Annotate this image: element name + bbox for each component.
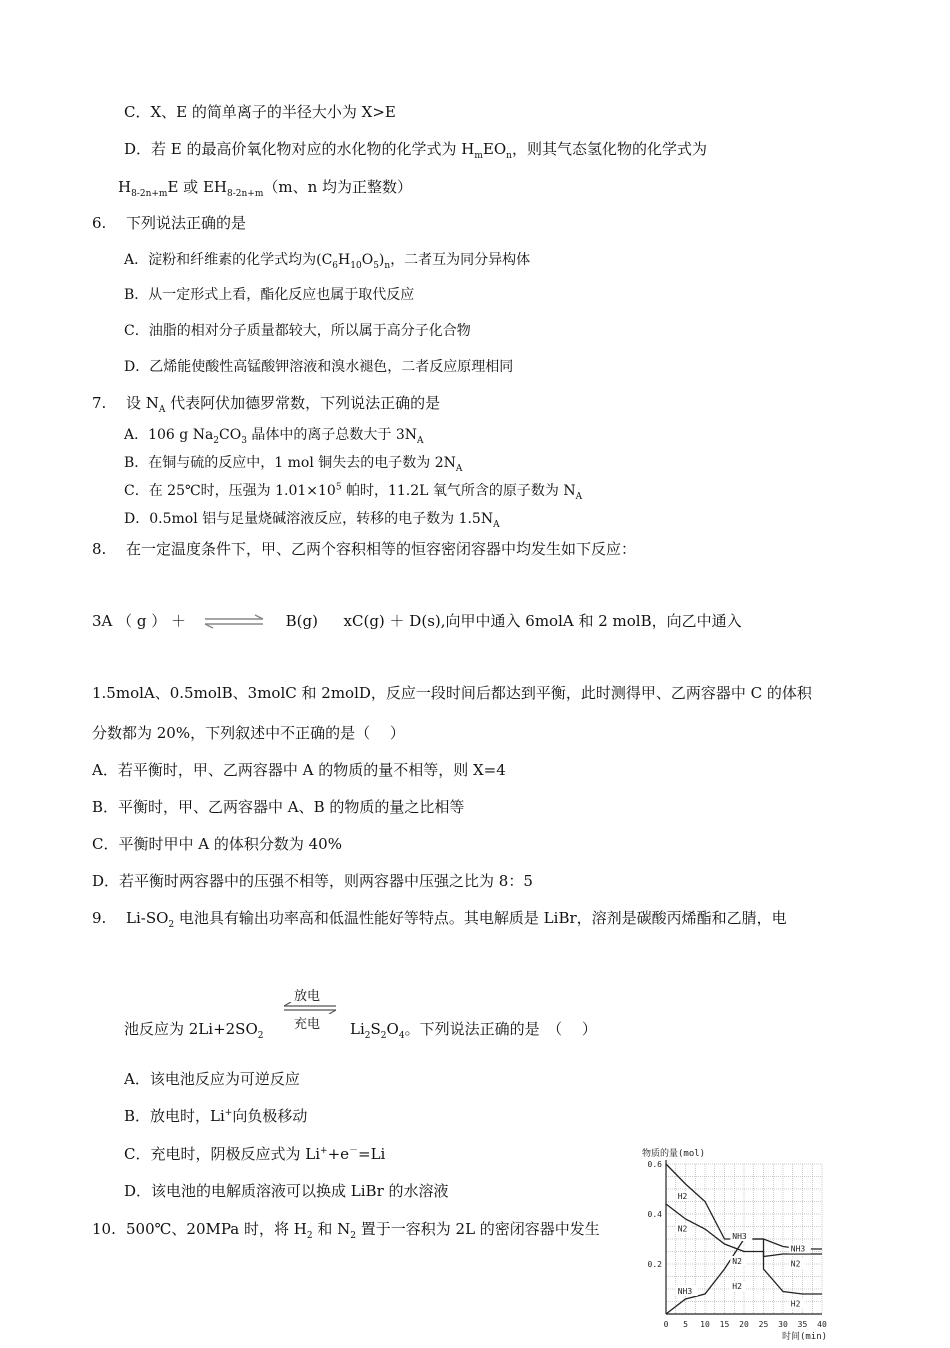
text-run: H — [338, 252, 351, 268]
x-tick-label: 15 — [719, 1320, 730, 1329]
question-number: 7. — [92, 394, 107, 412]
subscript: A — [493, 519, 500, 530]
charge-label: 充电 — [294, 1017, 321, 1032]
subscript: 2 — [364, 1031, 371, 1041]
q6-option-a — [124, 250, 530, 270]
q9-option-b — [124, 1106, 307, 1126]
x-tick-label: 10 — [700, 1320, 710, 1329]
x-tick-label: 40 — [817, 1320, 827, 1329]
q8-line3 — [92, 723, 405, 743]
q8-line2 — [92, 683, 812, 703]
series-label: N2 — [677, 1224, 688, 1234]
subscript: A — [455, 463, 463, 474]
q9-option-a — [124, 1069, 300, 1089]
q8-stem — [92, 539, 636, 559]
option-text: A．若平衡时，甲、乙两容器中 A 的物质的量不相等，则 X=4 — [92, 761, 506, 779]
text-run: 池反应为 2Li+2SO — [124, 1020, 258, 1038]
y-axis-label: 物质的量(mol) — [642, 1149, 706, 1159]
text-run: O — [386, 1020, 399, 1038]
text-run: O — [361, 252, 374, 268]
equilibrium-arrow-icon — [201, 612, 271, 632]
text-run: E 或 EH — [167, 178, 227, 196]
text-run: ，则其气态氢化物的化学式为 — [511, 140, 707, 158]
q6-option-d — [124, 357, 513, 377]
q8-equation — [92, 611, 742, 632]
question-text: 分数都为 20%，下列叙述中不正确的是（ ） — [92, 724, 405, 742]
text-run: 代表阿伏加德罗常数，下列说法正确的是 — [165, 394, 441, 412]
discharge-label: 放电 — [294, 989, 321, 1004]
subscript: 10 — [350, 260, 362, 271]
text-run: D．0.5mol 铝与足量烧碱溶液反应，转移的电子数为 1.5N — [124, 511, 494, 527]
subscript: 2 — [168, 920, 175, 930]
q5-option-d — [124, 139, 707, 159]
text-run: ) — [378, 252, 385, 268]
q7-option-a — [124, 425, 424, 445]
option-text: B．平衡时，甲、乙两容器中 A、B 的物质的量之比相等 — [92, 798, 465, 816]
text-run: C．充电时，阴极反应式为 Li — [124, 1145, 321, 1163]
subscript: 5 — [373, 260, 379, 271]
q6-option-b — [124, 285, 414, 305]
x-tick-label: 30 — [778, 1320, 788, 1329]
q7-stem — [92, 393, 440, 413]
text-run: B(g) — [285, 612, 318, 630]
x-tick-label: 5 — [683, 1320, 688, 1329]
q9-option-c — [124, 1144, 385, 1164]
text-run: S — [370, 1020, 381, 1038]
text-run: 电池具有输出功率高和低温性能好等特点。其电解质是 LiBr，溶剂是碳酸丙烯酯和乙腈，电 — [174, 909, 787, 927]
subscript: m — [474, 151, 483, 161]
q8-option-c — [92, 834, 342, 854]
text-run: H — [118, 178, 132, 196]
subscript: A — [575, 491, 583, 502]
q8-option-d — [92, 871, 533, 891]
y-tick-label: 0.2 — [647, 1260, 662, 1269]
option-text: D．若平衡时两容器中的压强不相等，则两容器中压强之比为 8：5 — [92, 872, 533, 890]
subscript: A — [158, 405, 166, 415]
text-run: Li-SO — [126, 909, 169, 927]
text-run: 帕时，11.2L 氧气所含的原子数为 N — [341, 483, 576, 499]
q6-stem — [92, 213, 246, 233]
text-run: C．在 25℃时，压强为 1.01×10 — [124, 483, 336, 499]
option-text: D．该电池的电解质溶液可以换成 LiBr 的水溶液 — [124, 1182, 449, 1200]
question-number: 9. — [92, 909, 107, 927]
question-text: 1.5molA、0.5molB、3molC 和 2molD，反应一段时间后都达到平衡，此时测得甲、乙两容器中 C 的体积 — [92, 684, 812, 702]
y-tick-label: 0.4 — [647, 1210, 662, 1219]
text-run: 500℃、20MPa 时，将 H — [126, 1220, 307, 1238]
x-tick-label: 35 — [797, 1320, 808, 1329]
text-run: 和 N — [312, 1220, 351, 1238]
text-run: 3A （ g ） ＋ — [92, 612, 187, 630]
q7-option-d — [124, 509, 500, 529]
q7-option-b — [124, 453, 462, 473]
q9-reaction — [124, 1019, 264, 1039]
subscript: 4 — [398, 1031, 405, 1041]
q8-option-a — [92, 760, 506, 780]
y-tick-label: 0.6 — [647, 1160, 662, 1169]
text-run: 置于一容积为 2L 的密闭容器中发生 — [355, 1220, 600, 1238]
text-run: EO — [482, 140, 507, 158]
option-text: A．该电池反应为可逆反应 — [124, 1070, 300, 1088]
option-text: D．乙烯能使酸性高锰酸钾溶液和溴水褪色，二者反应原理相同 — [124, 359, 514, 375]
q7-option-c — [124, 481, 582, 501]
text-run: ，二者互为同分异构体 — [390, 252, 531, 268]
discharge-charge-arrow — [282, 985, 346, 1031]
q5-option-c-text: C．X、E 的简单离子的半径大小为 X>E — [124, 103, 396, 121]
option-text: C．平衡时甲中 A 的体积分数为 40% — [92, 835, 342, 853]
text-run: =Li — [358, 1145, 386, 1163]
chart-svg — [636, 1148, 836, 1344]
text-run: 设 N — [126, 394, 159, 412]
subscript: 8-2n+m — [131, 189, 168, 199]
text-run: Li — [350, 1020, 365, 1038]
subscript: 2 — [257, 1031, 264, 1041]
question-number: 8. — [92, 540, 107, 558]
text-run: A．106 g Na — [124, 427, 214, 443]
subscript: 2 — [350, 1231, 356, 1241]
text-run: 向负极移动 — [232, 1107, 308, 1125]
subscript: A — [417, 435, 424, 446]
q5-option-c — [124, 102, 396, 122]
q5-option-d-cont — [118, 177, 412, 197]
question-number: 6. — [92, 214, 107, 232]
text-run: +e — [327, 1145, 350, 1163]
question-text: 在一定温度条件下，甲、乙两个容积相等的恒容密闭容器中均发生如下反应： — [126, 540, 637, 558]
subscript: n — [384, 260, 391, 271]
x-tick-label: 0 — [663, 1320, 669, 1329]
q10-stem — [92, 1219, 600, 1239]
series-label: NH3 — [790, 1244, 806, 1254]
series-label: NH3 — [732, 1232, 747, 1241]
series-label: N2 — [732, 1257, 742, 1266]
subscript: 8-2n+m — [227, 189, 264, 199]
subscript: 3 — [241, 435, 247, 446]
superscript: 5 — [335, 482, 342, 493]
series-label: H2 — [677, 1192, 688, 1201]
superscript: － — [349, 1146, 359, 1156]
q8-option-b — [92, 797, 464, 817]
text-run: （m、n 均为正整数） — [263, 178, 413, 196]
subscript: 6 — [332, 260, 339, 271]
superscript: + — [320, 1146, 328, 1156]
series-label: H2 — [790, 1299, 801, 1309]
text-run: A．淀粉和纤维素的化学式均为(C — [124, 252, 333, 268]
text-run: 。下列说法正确的是 （ ） — [404, 1020, 597, 1038]
x-tick-label: 25 — [758, 1320, 769, 1329]
series-label: H2 — [732, 1282, 742, 1291]
q6-option-c — [124, 321, 471, 341]
text-run: D．若 E 的最高价氧化物对应的水化物的化学式为 H — [124, 140, 475, 158]
amount-time-chart — [636, 1148, 836, 1344]
series-label: N2 — [790, 1259, 801, 1269]
text-run: CO — [219, 427, 242, 443]
text-run: xC(g) ＋ D(s),向甲中通入 6molA 和 2 molB，向乙中通入 — [343, 612, 742, 630]
text-run: 晶体中的离子总数大于 3N — [246, 427, 418, 443]
option-text: C．油脂的相对分子质量都较大，所以属于高分子化合物 — [124, 323, 471, 339]
q9-reaction-product — [350, 1019, 597, 1039]
x-axis-label: 时间(min) — [781, 1332, 828, 1342]
subscript: 2 — [306, 1231, 313, 1241]
series-label: NH3 — [677, 1287, 693, 1296]
text-run: B．放电时，Li — [124, 1107, 225, 1125]
option-text: B．从一定形式上看，酯化反应也属于取代反应 — [124, 287, 415, 303]
x-tick-label: 20 — [739, 1320, 749, 1329]
text-run: B．在铜与硫的反应中，1 mol 铜失去的电子数为 2N — [124, 455, 456, 471]
question-number: 10. — [92, 1220, 116, 1238]
q9-option-d — [124, 1181, 449, 1201]
q9-stem — [92, 908, 787, 928]
subscript: 2 — [213, 435, 220, 446]
subscript: n — [506, 151, 512, 161]
question-text: 下列说法正确的是 — [126, 214, 247, 232]
superscript: + — [224, 1108, 233, 1118]
subscript: 2 — [380, 1031, 387, 1041]
